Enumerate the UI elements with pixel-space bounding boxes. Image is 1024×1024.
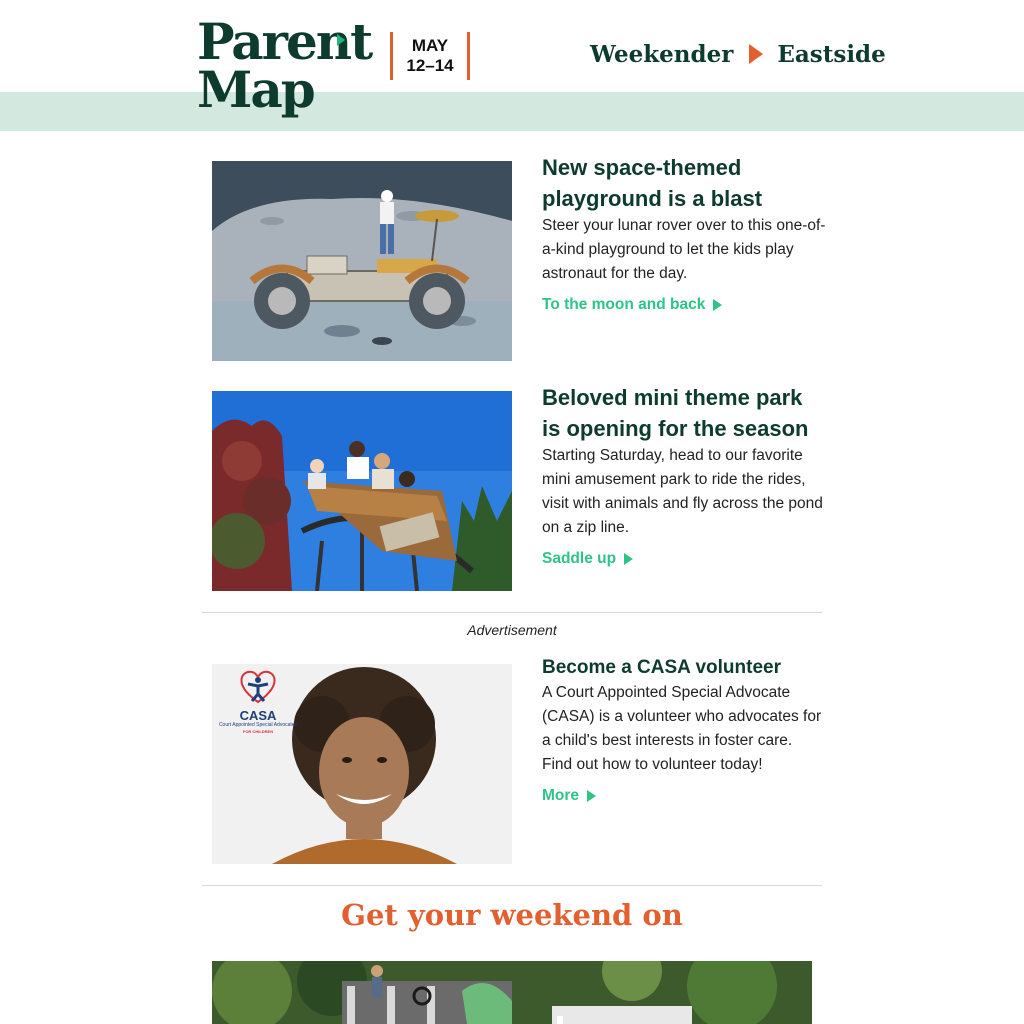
ad-desc: A Court Appointed Special Advocate (CASA) is a volunteer who advocates for a child's best interests in foster care. Find out how to volunteer today!: [542, 684, 822, 773]
logo-line-2: Map: [197, 60, 314, 119]
issue-date: [390, 32, 470, 80]
parentmap-logo[interactable]: [197, 12, 372, 124]
roller-coaster-image: [212, 391, 512, 591]
article-desc: Starting Saturday, head to our favorite mini amusement park to ride the rides, visit with animals and fly across the pond on a zip line.: [542, 447, 823, 536]
casa-ad-photo[interactable]: [212, 664, 512, 864]
article-cta-link[interactable]: [542, 550, 633, 568]
ad-title[interactable]: Become a CASA volunteer: [542, 657, 781, 678]
advertisement-card: [212, 655, 824, 865]
casa-logo-text: CASA: [239, 708, 277, 723]
playground-image: [212, 961, 812, 1024]
advertisement-label: Advertisement: [467, 622, 557, 638]
cta-label: To the moon and back: [542, 296, 706, 313]
article-desc: Steer your lunar rover over to this one-of-a-kind playground to let the kids play astronaut for the day.: [542, 217, 826, 282]
playground-photo[interactable]: [212, 961, 812, 1024]
article-title[interactable]: Beloved mini theme park is opening for the season: [542, 385, 809, 441]
header-band: [0, 92, 1024, 131]
logo-play-icon: [337, 34, 345, 46]
article-text: [542, 152, 826, 314]
newsletter-header: [0, 0, 1024, 130]
heart-figure-icon: [238, 668, 278, 704]
issue-month: MAY: [411, 36, 449, 55]
lunar-rover-image: [212, 161, 512, 361]
casa-logo-subtext-2: FOR CHILDREN: [242, 729, 274, 734]
divider: [202, 885, 822, 886]
newsletter-title: Weekender: [590, 40, 734, 68]
ad-more-link[interactable]: [542, 787, 596, 805]
divider: [202, 612, 822, 613]
article-title[interactable]: New space-themed playground is a blast: [542, 155, 763, 211]
play-arrow-icon: [713, 299, 722, 311]
lunar-rover-playground-photo[interactable]: [212, 161, 512, 361]
newsletter-name: [590, 36, 886, 72]
ad-text: [542, 655, 826, 805]
casa-logo: [218, 668, 298, 735]
cta-label: Saddle up: [542, 550, 617, 567]
cta-label: More: [542, 787, 580, 804]
casa-logo-subtext: Court Appointed Special Advocates: [218, 722, 298, 728]
section-heading: Get your weekend on: [341, 898, 683, 932]
logo-line-1: Parent: [197, 12, 372, 71]
play-arrow-icon: [749, 44, 763, 64]
issue-days: 12–14: [406, 56, 454, 75]
article-text: [542, 382, 826, 568]
article-cta-link[interactable]: [542, 296, 722, 314]
play-arrow-icon: [587, 790, 596, 802]
article-card: [212, 382, 824, 592]
roller-coaster-photo[interactable]: [212, 391, 512, 591]
article-card: [212, 152, 824, 362]
play-arrow-icon: [624, 553, 633, 565]
newsletter-region: Eastside: [777, 40, 886, 68]
